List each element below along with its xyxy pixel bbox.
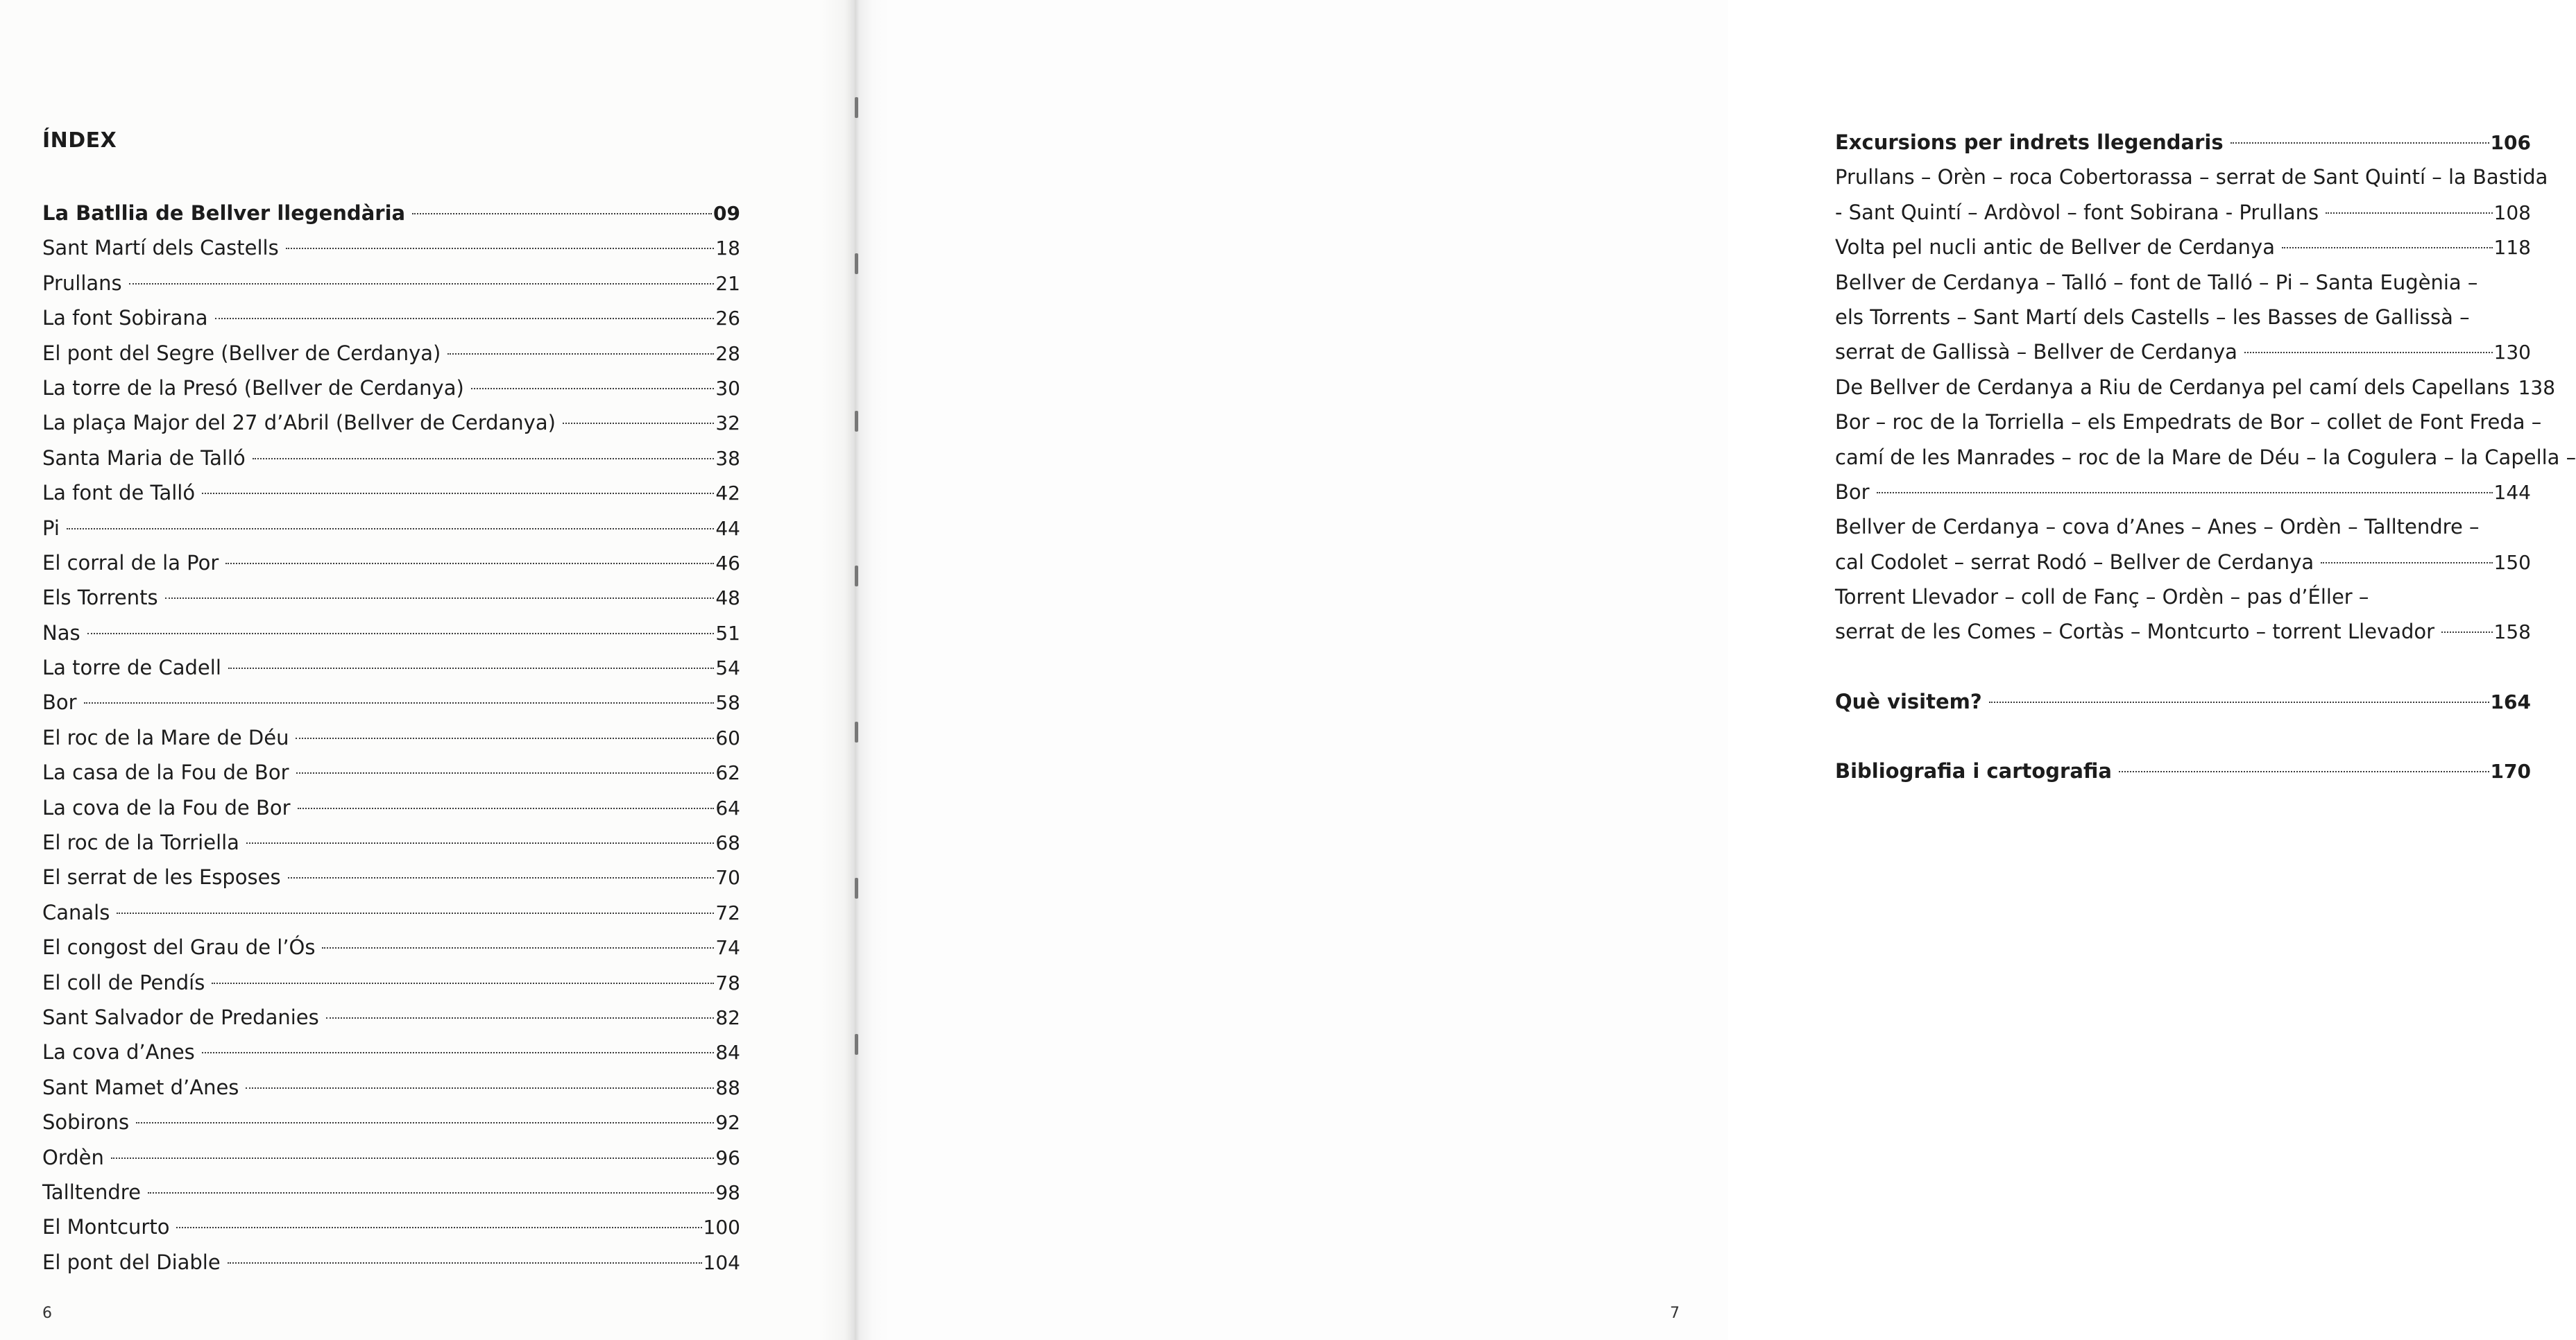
dot-leader: [2244, 352, 2493, 353]
entry-title: El roc de la Torriella: [42, 831, 239, 855]
dot-leader: [202, 1052, 715, 1053]
binding-stitch: [855, 722, 858, 743]
dot-leader: [117, 913, 714, 914]
left-page: [0, 0, 855, 1340]
entry-page-number: 130: [2493, 341, 2531, 364]
dot-leader: [286, 248, 715, 249]
index-list-right: [1835, 125, 2576, 789]
dot-leader: [1989, 702, 2489, 703]
toc-entry: [42, 965, 740, 1000]
dot-leader: [2230, 142, 2489, 144]
entry-title: Els Torrents: [42, 586, 158, 610]
dot-leader: [288, 877, 715, 879]
dot-leader: [2119, 771, 2489, 772]
entry-title-line: Torrent Llevador – coll de Fanç – Ordèn – pas d’Éller –: [1835, 585, 2369, 609]
entry-title-line: Bellver de Cerdanya – Talló – font de Talló – Pi – Santa Eugènia –: [1835, 270, 2478, 294]
entry-page-number: 30: [715, 376, 740, 400]
entry-page-number: 108: [2493, 201, 2531, 224]
entry-title: El pont del Segre (Bellver de Cerdanya): [42, 341, 441, 365]
dot-leader: [1877, 492, 2493, 493]
entry-page-number: 92: [715, 1111, 740, 1135]
section-visit: [1835, 684, 2531, 719]
index-list-left: [42, 196, 740, 1280]
section-excursions: [1835, 125, 2531, 160]
index-heading: ÍNDEX: [42, 128, 117, 153]
entry-title: La Batllia de Bellver llegendària: [42, 201, 406, 225]
toc-entry: [42, 616, 740, 650]
entry-page-number: 70: [715, 866, 740, 890]
toc-entry: [42, 230, 740, 265]
toc-entry: [42, 1175, 740, 1210]
dot-leader: [165, 597, 715, 599]
book-gutter: [821, 0, 890, 1340]
entry-title: De Bellver de Cerdanya a Riu de Cerdanya pel camí dels Capellans: [1835, 375, 2510, 399]
dot-leader: [84, 702, 715, 704]
excursion-entry: [1835, 334, 2531, 369]
entry-page-number: 72: [715, 901, 740, 924]
binding-stitch: [855, 97, 858, 118]
dot-leader: [563, 423, 714, 424]
toc-entry: [42, 685, 740, 720]
entry-title-line: Bellver de Cerdanya – cova d’Anes – Anes – Ordèn – Talltendre –: [1835, 515, 2480, 539]
entry-page-number: 38: [715, 446, 740, 470]
entry-title: La plaça Major del 27 d’Abril (Bellver de Cerdanya): [42, 411, 556, 435]
dot-leader: [67, 528, 714, 529]
excursion-item: [1835, 230, 2531, 264]
entry-title: Sant Mamet d’Anes: [42, 1075, 239, 1099]
dot-leader: [298, 808, 715, 809]
entry-page-number: 32: [715, 412, 740, 435]
entry-title-line: Bor – roc de la Torriella – els Empedrats de Bor – collet de Font Freda –: [1835, 410, 2542, 434]
section-gap: [1835, 650, 2531, 684]
entry-title: El serrat de les Esposes: [42, 865, 281, 890]
entry-page-number: 62: [715, 761, 740, 785]
entry-page-number: 18: [715, 237, 740, 260]
excursion-entry: [1835, 370, 2556, 405]
excursion-item: [1835, 265, 2531, 370]
entry-page-number: 100: [703, 1216, 740, 1239]
entry-title: El corral de la Por: [42, 550, 219, 575]
entry-title: Què visitem?: [1835, 689, 1982, 713]
toc-entry: [42, 755, 740, 790]
right-page: [855, 0, 2576, 1340]
dot-leader: [471, 388, 715, 389]
toc-entry: [42, 860, 740, 894]
entry-title: Volta pel nucli antic de Bellver de Cerdanya: [1835, 235, 2275, 260]
dot-leader: [212, 983, 714, 984]
entry-title: Bor: [1835, 480, 1870, 504]
toc-entry: [42, 266, 740, 300]
excursion-entry: [1835, 614, 2531, 649]
excursion-entry: [1835, 545, 2531, 579]
dot-leader: [2326, 212, 2492, 214]
toc-entry: [42, 405, 740, 440]
toc-entry: [42, 1140, 740, 1175]
dot-leader: [322, 947, 714, 949]
binding-stitch: [855, 566, 858, 586]
entry-title: El roc de la Mare de Déu: [42, 725, 289, 749]
entry-page-number: 118: [2493, 236, 2531, 260]
entry-page-number: 104: [703, 1250, 740, 1274]
toc-entry: [42, 895, 740, 930]
entry-page-number: 164: [2490, 690, 2531, 713]
toc-entry: [42, 1245, 740, 1280]
toc-entry: [42, 790, 740, 825]
entry-title: La font Sobirana: [42, 306, 208, 330]
entry-page-number: 74: [715, 936, 740, 960]
toc-entry: [42, 1035, 740, 1069]
entry-title: Talltendre: [42, 1180, 141, 1204]
toc-entry: [42, 825, 740, 860]
entry-title: Prullans: [42, 271, 122, 295]
entry-title: Nas: [42, 620, 80, 645]
section-gap: [1835, 719, 2531, 754]
dot-leader: [296, 772, 715, 774]
binding-stitch: [855, 1034, 858, 1055]
entry-title: El Montcurto: [42, 1215, 170, 1239]
entry-page-number: 54: [715, 656, 740, 680]
entry-title-line: els Torrents – Sant Martí dels Castells – les Basses de Gallissà –: [1835, 305, 2470, 329]
entry-title: La torre de la Presó (Bellver de Cerdanya): [42, 375, 464, 400]
toc-entry: [42, 196, 740, 230]
entry-page-number: 68: [715, 831, 740, 855]
entry-title: serrat de les Comes – Cortàs – Montcurto – torrent Llevador: [1835, 620, 2435, 644]
excursion-entry: [1835, 195, 2531, 230]
dot-leader: [296, 738, 714, 739]
entry-page-number: 78: [715, 971, 740, 994]
entry-page-number: 58: [715, 691, 740, 715]
entry-page-number: 150: [2493, 550, 2531, 574]
dot-leader: [246, 842, 714, 844]
entry-title: Bibliografia i cartografia: [1835, 759, 2112, 783]
toc-entry: [42, 475, 740, 510]
excursion-item: [1835, 405, 2576, 509]
toc-entry: [42, 1105, 740, 1139]
entry-page-number: 51: [715, 621, 740, 645]
entry-title: La cova d’Anes: [42, 1040, 195, 1065]
dot-leader: [129, 283, 715, 285]
entry-title: Sant Salvador de Predanies: [42, 1005, 319, 1029]
dot-leader: [246, 1087, 714, 1089]
entry-page-number: 44: [715, 516, 740, 540]
binding-stitch: [855, 253, 858, 274]
toc-entry: [42, 1070, 740, 1105]
entry-page-number: 21: [715, 271, 740, 295]
entry-title: Bor: [42, 690, 77, 715]
dot-leader: [148, 1192, 714, 1194]
dot-leader: [2441, 631, 2492, 633]
entry-page-number: 60: [715, 726, 740, 749]
binding-stitch: [855, 411, 858, 432]
toc-entry: [42, 580, 740, 615]
toc-entry: [42, 511, 740, 545]
toc-entry: [42, 545, 740, 580]
entry-page-number: 98: [715, 1180, 740, 1204]
entry-title: El coll de Pendís: [42, 970, 205, 994]
entry-page-number: 26: [715, 307, 740, 330]
excursion-item: [1835, 579, 2531, 650]
dot-leader: [253, 458, 715, 459]
entry-page-number: 144: [2493, 480, 2531, 504]
dot-leader: [136, 1122, 714, 1123]
entry-page-number: 84: [715, 1041, 740, 1065]
entry-page-number: 96: [715, 1146, 740, 1169]
entry-page-number: 158: [2493, 620, 2531, 644]
toc-entry: [42, 720, 740, 755]
entry-title: Ordèn: [42, 1145, 104, 1169]
toc-entry: [42, 300, 740, 335]
excursion-item: [1835, 509, 2531, 579]
dot-leader: [447, 353, 714, 355]
dot-leader: [2321, 562, 2492, 563]
entry-title: La torre de Cadell: [42, 656, 221, 680]
toc-entry: [42, 1210, 740, 1244]
entry-title: serrat de Gallissà – Bellver de Cerdanya: [1835, 340, 2237, 364]
dot-leader: [326, 1017, 715, 1019]
dot-leader: [412, 213, 712, 214]
dot-leader: [228, 668, 714, 669]
page-number-right: 7: [1670, 1305, 1680, 1322]
entry-title: El congost del Grau de l’Ós: [42, 935, 316, 960]
entry-title: El pont del Diable: [42, 1250, 221, 1274]
dot-leader: [176, 1227, 701, 1228]
toc-entry: [42, 930, 740, 965]
entry-title: Pi: [42, 516, 60, 540]
toc-entry: [42, 336, 740, 371]
entry-page-number: 64: [715, 796, 740, 820]
entry-page-number: 170: [2490, 760, 2531, 783]
toc-entry: [42, 441, 740, 475]
entry-page-number: 88: [715, 1076, 740, 1099]
dot-leader: [228, 1262, 702, 1264]
binding-stitch: [855, 878, 858, 899]
toc-entry: [42, 371, 740, 405]
entry-title: Canals: [42, 900, 110, 924]
entry-title: La casa de la Fou de Bor: [42, 761, 289, 785]
entry-page-number: 42: [715, 482, 740, 505]
entry-page-number: 09: [713, 202, 740, 225]
excursion-item: [1835, 160, 2548, 230]
excursion-entry: [1835, 475, 2531, 509]
excursion-item: [1835, 370, 2556, 405]
dot-leader: [202, 493, 714, 494]
entry-title-line: Prullans – Orèn – roca Cobertorassa – serrat de Sant Quintí – la Bastida: [1835, 165, 2548, 189]
dot-leader: [225, 563, 714, 564]
dot-leader: [87, 633, 715, 634]
entry-title: Santa Maria de Talló: [42, 446, 246, 470]
entry-page-number: 82: [715, 1006, 740, 1029]
entry-title: La cova de la Fou de Bor: [42, 795, 291, 820]
entry-page-number: 48: [715, 586, 740, 610]
entry-page-number: 106: [2490, 131, 2531, 154]
entry-title: cal Codolet – serrat Rodó – Bellver de Cerdanya: [1835, 550, 2314, 574]
entry-page-number: 28: [715, 341, 740, 365]
entry-title: La font de Talló: [42, 481, 196, 505]
dot-leader: [215, 318, 715, 319]
entry-title: Sant Martí dels Castells: [42, 236, 279, 260]
entry-page-number: 46: [715, 551, 740, 575]
dot-leader: [111, 1157, 714, 1159]
excursion-entry: [1835, 230, 2531, 264]
toc-entry: [42, 650, 740, 685]
toc-entry: [42, 1000, 740, 1035]
entry-title: Sobirons: [42, 1110, 130, 1135]
page-number-left: 6: [42, 1305, 52, 1322]
entry-title-line: camí de les Manrades – roc de la Mare de Déu – la Cogulera – la Capella –: [1835, 445, 2576, 469]
entry-title: - Sant Quintí – Ardòvol – font Sobirana - Prullans: [1835, 200, 2319, 224]
entry-title: Excursions per indrets llegendaris: [1835, 130, 2224, 154]
entry-page-number: 138: [2518, 375, 2556, 399]
dot-leader: [2282, 247, 2493, 248]
section-bibliography: [1835, 754, 2531, 788]
